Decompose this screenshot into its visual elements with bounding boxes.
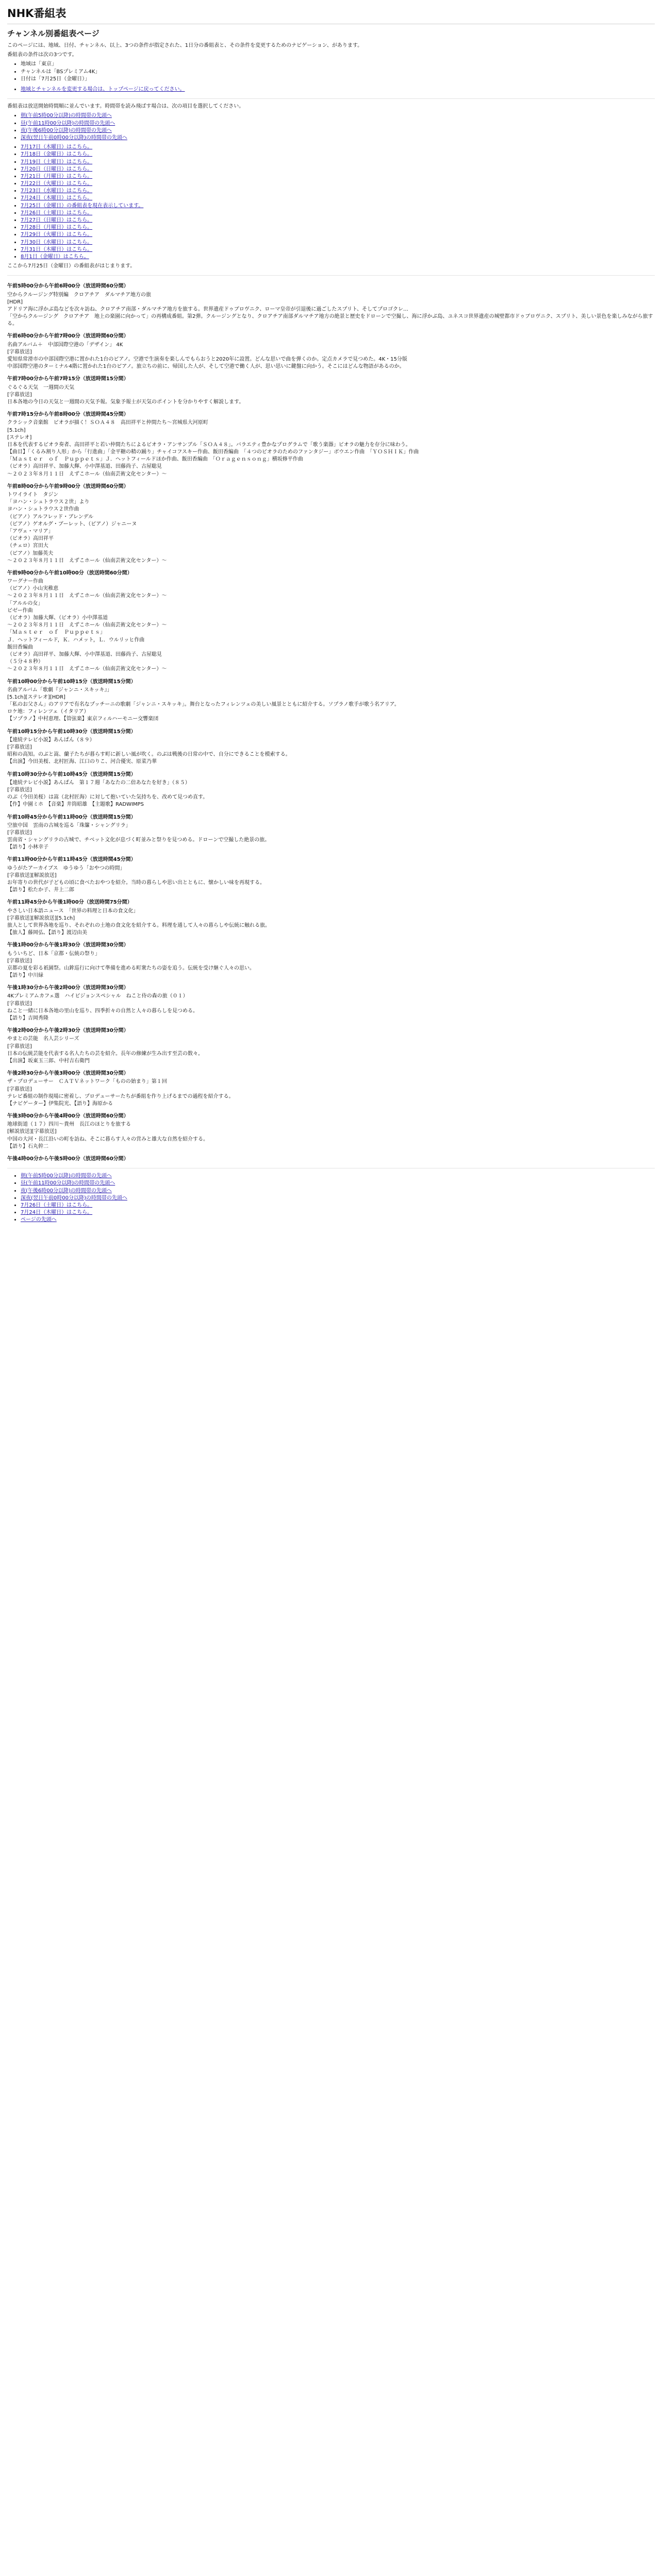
- jump-evening-link[interactable]: 夜(午後6時00分以降)の時間帯の先頭へ: [21, 127, 112, 133]
- program-detail-line: （ピアノ）小山実稚恵: [7, 586, 59, 592]
- program-detail-line: （ピアノ）ゲオルグ・ブーレット、（ピアノ）ジャニーヌ: [7, 521, 137, 527]
- condition-item: • 地域は「東京」: [21, 61, 655, 68]
- program-detail-line: 【連続テレビ小説】あんぱん（８９）: [7, 737, 95, 743]
- date-navigation: [7, 98, 655, 270]
- program-detail-line: 【語り】松たか子、井上二郎: [7, 887, 74, 893]
- time-jump-item: [21, 127, 655, 134]
- time-jump-item: [21, 120, 655, 127]
- program-detail-line: トワイライト タジン: [7, 492, 59, 498]
- program-time-slot: 午前10時15分から午前10時30分（放送時間15分間）: [7, 728, 136, 735]
- program-detail-line: 【語り】石丸幹二: [7, 1143, 48, 1149]
- program-detail-line: 【語り】吉岡秀隆: [7, 1015, 48, 1022]
- program-detail-line: 「私のお父さん」のアリアで有名なプッチーニの歌劇「ジャンニ・スキッキ」。舞台となったフィレンツェの美しい風景とともに紹介する。ソプラノ歌手が歌う名アリア。: [7, 702, 400, 708]
- date-link[interactable]: 7月29日（火曜日）はこちら。: [21, 232, 93, 238]
- change-link-list: [7, 86, 655, 93]
- program-detail-line: [字幕放送][解説放送][5.1ch]: [7, 915, 75, 921]
- date-item: [21, 188, 655, 195]
- program-detail-line: （ビオラ）高田祥平: [7, 536, 54, 542]
- program-entry: [7, 679, 655, 723]
- bottom-navigation: [7, 1168, 655, 1224]
- bottom-link-item: [21, 1216, 655, 1224]
- program-schedule: [7, 275, 655, 1163]
- bottom-link-item: [21, 1180, 655, 1187]
- program-time-slot: 午前11時45分から午後1時00分（放送時間75分間）: [7, 900, 133, 906]
- program-time-slot: 午後1時30分から午後2時00分（放送時間30分間）: [7, 985, 129, 991]
- schedule-start-note: ここから7月25日（金曜日）の番組表がはじまります。: [7, 263, 136, 269]
- program-detail-line: クラシック音楽館 ビオラが描く！ＳＯＡ４８ 高田祥平と仲間たち～宮城県大河原町: [7, 420, 208, 426]
- program-detail-line: 「空からクルージング クロアチア 地上の楽園に向かって」の再構成番組。第2弾。クルージングとなり、クロアチア南部ダルマチア地方の絶景と歴史をドローンで空撮し、海に浮かぶ島、ユネスコ世界遺産の城壁都市ドゥブロヴニク、スプリト、美しい景色を楽しみながら旅する。: [7, 314, 653, 327]
- program-detail-line: ～２０２３年８月１１日 えずこホール（仙南芸術文化センター）～: [7, 557, 167, 564]
- program-detail-line: 空旅中国 雲南の古城を巡る「珠簾・シャングリラ」: [7, 822, 131, 828]
- program-detail-line: [解説放送][字幕放送]: [7, 1129, 57, 1135]
- program-time-slot: 午後4時00分から午後5時00分（放送時間60分間）: [7, 1156, 129, 1162]
- program-time-slot: 午後3時00分から午後4時00分（放送時間60分間）: [7, 1113, 129, 1120]
- program-time-slot: 午前8時00分から午前9時00分（放送時間60分間）: [7, 483, 129, 489]
- date-link[interactable]: 7月26日（土曜日）はこちら。: [21, 210, 93, 216]
- bottom-link-item: [21, 1188, 655, 1195]
- program-detail-line: [字幕放送]: [7, 392, 32, 398]
- bottom-link-item: [21, 1209, 655, 1216]
- program-detail-line: 京都の夏を彩る祇園祭。山鉾巡行に向けて準備を進める町衆たちの姿を追う。伝統を受け継ぐ人々の思い。: [7, 965, 255, 971]
- program-detail-line: 【出演】坂東玉三郎、中村吉右衛門: [7, 1058, 90, 1064]
- program-detail-line: 名曲アルバム「歌劇『ジャンニ・スキッキ』」: [7, 687, 112, 693]
- date-link[interactable]: 7月21日（月曜日）はこちら。: [21, 173, 93, 179]
- program-detail-line: のぶ（今田美桜）は嵩（北村匠海）に対して抱いていた気持ちを、改めて見つめ直す。: [7, 794, 208, 801]
- program-detail-line: （５分４８秒）: [7, 659, 43, 665]
- program-detail-line: ～２０２３年８月１１日 えずこホール（仙南芸術文化センター）～: [7, 593, 167, 599]
- condition-item: • 日付は「7月25日（金曜日）」: [21, 76, 655, 83]
- program-detail-line: 「アルルの女」: [7, 600, 43, 606]
- program-entry: [7, 570, 655, 673]
- program-detail-line: 地球街道（１７）四川～貴州 長江のほとりを旅する: [7, 1122, 131, 1128]
- program-detail-line: 【連続テレビ小説】あんぱん 第１７週「あなたの二倍あなたを好き」（８５）: [7, 779, 190, 786]
- program-time-slot: 午前5時00分から午前6時00分（放送時間60分間）: [7, 283, 129, 290]
- date-item: [21, 180, 655, 188]
- program-detail-line: 「ヨハン・シュトラウス２世」より: [7, 499, 90, 505]
- jump-midnight-link[interactable]: 深夜(翌日午前0時00分以降)の時間帯の先頭へ: [21, 134, 127, 141]
- date-item: [21, 253, 655, 261]
- program-detail-line: ねこと一緒に日本各地の里山を巡り、四季折々の自然と人々の暮らしを見つめる。: [7, 1008, 198, 1014]
- program-entry: [7, 942, 655, 979]
- nav-intro: 番組表は放送開始時間順に並んでいます。時間帯を読み飛ばす場合は、次の項目を選択してください。: [7, 104, 244, 110]
- bottom-link-item: [21, 1173, 655, 1180]
- date-link[interactable]: 7月19日（土曜日）はこちら。: [21, 159, 93, 165]
- date-item: [21, 217, 655, 224]
- bottom-jump-morning-link[interactable]: 朝(午前5時00分以降)の時間帯の先頭へ: [21, 1173, 112, 1179]
- program-detail-line: [字幕放送]: [7, 1001, 32, 1007]
- program-time-slot: 午前10時30分から午前10時45分（放送時間15分間）: [7, 771, 136, 777]
- program-time-slot: 午前7時15分から午前8時00分（放送時間45分間）: [7, 412, 129, 418]
- date-item: [21, 151, 655, 158]
- program-detail-line: （ビオラ）加藤大輝、（ビオラ）小中澤基道: [7, 615, 108, 621]
- program-detail-line: 【ソプラノ】中村恵理、【管弦楽】東京フィルハーモニー交響楽団: [7, 716, 159, 722]
- change-region-link[interactable]: 地域とチャンネルを変更する場合は、トップページに戻ってください。: [21, 87, 185, 93]
- program-time-slot: 午後1時00分から午後1時30分（放送時間30分間）: [7, 942, 129, 948]
- program-detail-line: もういちど、日本「京都・伝統の祭り」: [7, 951, 100, 957]
- program-time-slot: 午前6時00分から午前7時00分（放送時間60分間）: [7, 333, 129, 340]
- program-detail-line: ヨハン・シュトラウス２世作曲: [7, 506, 79, 513]
- date-link[interactable]: 7月17日（木曜日）はこちら。: [21, 144, 93, 150]
- program-entry: [7, 728, 655, 766]
- date-link-list: [7, 144, 655, 261]
- bottom-next-date-link[interactable]: 7月26日（土曜日）はこちら。: [21, 1202, 93, 1208]
- bottom-link-item: [21, 1195, 655, 1202]
- date-item: [21, 246, 655, 253]
- program-entry: [7, 985, 655, 1022]
- program-entry: [7, 1113, 655, 1150]
- program-detail-line: [字幕放送]: [7, 787, 32, 793]
- program-detail-line: 4Kプレミアムカフェ選 ハイビジョンスペシャル ねこと侍の森の旅（０１）: [7, 993, 188, 999]
- bottom-jump-evening-link[interactable]: 夜(午後6時00分以降)の時間帯の先頭へ: [21, 1188, 112, 1194]
- program-detail-line: [5.1ch]: [7, 427, 26, 433]
- program-detail-line: ロケ地：フィレンツェ（イタリア）: [7, 709, 89, 715]
- program-detail-line: [字幕放送][解説放送]: [7, 872, 57, 878]
- date-item: [21, 231, 655, 239]
- date-link[interactable]: 7月31日（木曜日）はこちら。: [21, 246, 93, 252]
- program-detail-line: 【出演】今田美桜、北村匠海、江口のりこ、河合優実、原菜乃華: [7, 759, 157, 765]
- program-detail-line: ワーグナー作曲: [7, 579, 43, 585]
- time-jump-list: [7, 112, 655, 142]
- program-detail-line: 飯田香編曲: [7, 644, 33, 650]
- program-detail-line: 昭和の高知。のぶと嵩、蘭子たちが暮らす町に新しい風が吹く。のぶは戦後の日常の中で、自分にできることを模索する。: [7, 752, 291, 758]
- program-detail-line: 【作】中園ミホ 【音楽】井筒昭雄 【主題歌】RADWIMPS: [7, 802, 144, 808]
- program-entry: [7, 814, 655, 852]
- bottom-jump-midnight-link[interactable]: 深夜(翌日午前0時00分以降)の時間帯の先頭へ: [21, 1195, 127, 1201]
- program-detail-line: [ステレオ]: [7, 434, 32, 440]
- program-entry: [7, 376, 655, 406]
- date-item: [21, 224, 655, 231]
- date-link-current[interactable]: 7月25日（金曜日）の番組表を現在表示しています。: [21, 202, 144, 209]
- date-link[interactable]: 7月23日（水曜日）はこちら。: [21, 188, 93, 194]
- program-detail-line: 中国の大河・長江沿いの町を訪ね、そこに暮らす人々の営みと雄大な自然を紹介する。: [7, 1136, 208, 1142]
- program-detail-line: 【旅人】藤岡弘、【語り】渡辺由美: [7, 930, 87, 936]
- date-item: [21, 195, 655, 202]
- program-detail-line: ～２０２３年８月１１日 えずこホール（仙南芸術文化センター）～: [7, 471, 167, 477]
- site-title: NHK番組表: [7, 6, 655, 24]
- program-detail-line: 日本の伝統芸能を代表する名人たちの芸を紹介。長年の修練が生み出す至芸の数々。: [7, 1050, 203, 1057]
- program-detail-line: （ビオラ）高田祥平、加藤大輝、小中澤基道、田藤尚子、古屋聡見: [7, 464, 162, 470]
- program-detail-line: 雲南省・シャングリラの古城で、チベット文化が息づく町並みと祭りを見つめる。ドローンで空撮した絶景の旅。: [7, 837, 270, 843]
- date-item: [21, 239, 655, 246]
- date-item: [21, 173, 655, 180]
- time-jump-item: [21, 112, 655, 120]
- program-detail-line: ゆうがたアーカイブス ゆうゆう「おやつの時間」: [7, 865, 125, 871]
- program-time-slot: 午後2時00分から午後2時30分（放送時間30分間）: [7, 1028, 129, 1034]
- jump-morning-link[interactable]: 朝(午前5時00分以降)の時間帯の先頭へ: [21, 113, 112, 119]
- program-detail-line: [5.1ch][ステレオ][HDR]: [7, 694, 65, 700]
- bottom-prev-date-link[interactable]: 7月24日（木曜日）はこちら。: [21, 1210, 93, 1216]
- program-entry: [7, 1070, 655, 1108]
- program-entry: [7, 771, 655, 809]
- program-detail-line: 名曲アルバム＋ 中部国際空港の「デザイン」 4K: [7, 342, 123, 348]
- program-detail-line: ～２０２３年８月１１日 えずこホール（仙南芸術文化センター）～: [7, 622, 167, 629]
- program-entry: [7, 856, 655, 894]
- program-detail-line: お年寄りの世代が子どもの頃に食べたおやつを紹介。当時の暮らしや思い出とともに、懐かしい味を再現する。: [7, 880, 265, 886]
- date-link[interactable]: 7月27日（日曜日）はこちら。: [21, 217, 93, 224]
- program-detail-line: 日本各地の今日の天気と一週間の天気予報。気象予報士が天気のポイントを分かりやすく解説します。: [7, 399, 244, 405]
- jump-noon-link[interactable]: 昼(午前11時00分以降)の時間帯の先頭へ: [21, 120, 115, 126]
- program-detail-line: Ｊ．ヘットフィールド，Ｋ．ハメット，Ｌ．ウルリッヒ作曲: [7, 637, 145, 643]
- program-detail-line: 中部国際空港のターミナル4階に置かれた1台のピアノ。旅立ちの前に、帰国した人が、そして空港で働く人が、思い思いに鍵盤に向かう。そこにはどんな物語があるのか。: [7, 364, 405, 370]
- program-entry: [7, 333, 655, 370]
- conditions-heading: 番組表の条件は次の3つです。: [7, 52, 77, 58]
- program-time-slot: 午前10時00分から午前10時15分（放送時間15分間）: [7, 679, 136, 685]
- program-time-slot: 午前9時00分から午前10時00分（放送時間60分間）: [7, 570, 133, 576]
- program-detail-line: 【ナビゲーター】伊集院光、【語り】海原かる: [7, 1100, 113, 1107]
- page-subtitle: チャンネル別番組表ページ: [7, 28, 100, 38]
- bottom-jump-noon-link[interactable]: 昼(午前11時00分以降)の時間帯の先頭へ: [21, 1180, 115, 1187]
- program-detail-line: 【曲目】「くるみ割り人形」から「行進曲」「金平糖の精の踊り」チャイコフスキー作曲、飯田香編曲 「４つのビオラのためのファンタジー」ボウエン作曲 「ＹＯＳＨＩＫ」作曲: [7, 449, 419, 455]
- program-detail-line: [字幕放送]: [7, 1086, 32, 1092]
- date-link[interactable]: 7月20日（日曜日）はこちら。: [21, 166, 93, 172]
- back-to-top-link[interactable]: ページの先頭へ: [21, 1217, 57, 1223]
- date-item: [21, 144, 655, 151]
- program-entry: [7, 411, 655, 478]
- program-detail-line: ～２０２３年８月１１日 えずこホール（仙南芸術文化センター）～: [7, 666, 167, 672]
- program-detail-line: 「Ｍａｓｔｅｒ ｏｆ Ｐｕｐｐｅｔｓ」: [7, 630, 105, 636]
- program-detail-line: 【語り】中川緑: [7, 973, 43, 979]
- program-entry: [7, 1027, 655, 1065]
- date-link[interactable]: 7月18日（金曜日）はこちら。: [21, 151, 93, 158]
- program-detail-line: 日本を代表するビオラ奏者、高田祥平と若い仲間たちによるビオラ・アンサンブル「ＳＯＡ４８」。バラエティ豊かなプログラムで「歌う楽器」ビオラの魅力を存分に味わう。: [7, 442, 411, 448]
- change-link-item: [21, 86, 655, 93]
- program-detail-line: ザ・プロデューサー ＣＡＴＶネットワーク「ものの始まり」第１回: [7, 1079, 167, 1085]
- program-detail-line: [字幕放送]: [7, 829, 32, 836]
- program-detail-line: 空からクルージング特別編 クロアチア ダルマチア地方の旅: [7, 292, 152, 298]
- date-link[interactable]: 7月28日（月曜日）はこちら。: [21, 225, 93, 231]
- program-detail-line: 旅人として世界各地を巡り、それぞれの土地の食文化を紹介する。料理を通して人々の暮らしや伝統に触れる旅。: [7, 922, 270, 928]
- date-item: [21, 159, 655, 166]
- program-entry: [7, 1156, 655, 1163]
- bottom-link-item: [21, 1202, 655, 1209]
- program-detail-line: 愛知県常滑市の中部国際空港に置かれた1台のピアノ。空港で生演奏を楽しんでもらおうと2020年に設置。どんな思いで曲を弾くのか。定点カメラで見つめた。4K・15分版: [7, 357, 407, 363]
- date-link[interactable]: 7月24日（木曜日）はこちら。: [21, 195, 93, 201]
- program-detail-line: （チェロ）宮田大: [7, 543, 48, 549]
- program-detail-line: 「アヴェ・マリア」: [7, 528, 54, 534]
- program-detail-line: （ビオラ）高田祥平、加藤大輝、小中澤基道、田藤尚子、古屋聡見: [7, 651, 162, 657]
- program-detail-line: やまとの芸能 名人芸シリーズ: [7, 1036, 79, 1042]
- program-detail-line: [字幕放送]: [7, 958, 32, 964]
- program-time-slot: 午後2時30分から午後3時00分（放送時間30分間）: [7, 1071, 129, 1077]
- date-link[interactable]: 7月30日（水曜日）はこちら。: [21, 239, 93, 245]
- date-item: [21, 202, 655, 210]
- date-item: [21, 166, 655, 173]
- program-detail-line: テレビ番組の制作現場に密着し、プロデューサーたちが番組を作り上げるまでの過程を紹介する。: [7, 1093, 234, 1099]
- intro-text: このページには、地域、日付、チャンネル、以上、3つの条件が指定された、1日分の番組表と、その条件を変更するためのナビゲーション、があります。: [7, 43, 363, 49]
- program-detail-line: [字幕放送]: [7, 1043, 32, 1049]
- program-entry: [7, 283, 655, 328]
- conditions-list: [7, 61, 655, 83]
- time-jump-item: [21, 134, 655, 142]
- program-detail-line: [字幕放送]: [7, 744, 32, 751]
- program-detail-line: ビゼー作曲: [7, 607, 33, 614]
- program-time-slot: 午前7時00分から午前7時15分（放送時間15分間）: [7, 376, 129, 382]
- program-detail-line: やさしい日本語ニュース 「世界の料理と日本の食文化」: [7, 908, 139, 914]
- program-time-slot: 午前10時45分から午前11時00分（放送時間15分間）: [7, 814, 136, 820]
- program-time-slot: 午前11時00分から午前11時45分（放送時間45分間）: [7, 857, 136, 863]
- bottom-link-list: [7, 1173, 655, 1224]
- program-detail-line: ぐるぐる天気 一週間の天気: [7, 384, 74, 391]
- program-entry: [7, 899, 655, 937]
- program-detail-line: （ピアノ）加藤英夫: [7, 550, 54, 556]
- program-detail-line: [字幕放送]: [7, 349, 32, 355]
- date-link[interactable]: 8月1日（金曜日）はこちら。: [21, 253, 89, 260]
- date-item: [21, 210, 655, 217]
- program-detail-line: 「Ｍａｓｔｅｒ ｏｆ Ｐｕｐｐｅｔｓ」Ｊ．ヘットフィールドほか作曲、飯田香編曲 「Ｏｒａｇｅｎｓｏｎｇ」横坂修平作曲: [7, 456, 303, 463]
- program-detail-line: 【語り】小林幸子: [7, 844, 48, 851]
- program-entry: [7, 483, 655, 565]
- program-detail-line: アドリア海に浮かぶ島などを次々訪ね、クロアチア南部・ダルマチア地方を旅する。世界遺産ドゥブロヴニク、ローマ皇帝が引退後に過ごしたスプリト、そしてプロゴクレ…: [7, 306, 409, 312]
- page-container: [0, 0, 662, 1232]
- program-detail-line: （ピアノ）アルフレッド・ブレンデル: [7, 514, 94, 520]
- date-link[interactable]: 7月22日（火曜日）はこちら。: [21, 181, 93, 187]
- condition-item: • チャンネルは「BSプレミアム4K」: [21, 69, 655, 76]
- program-detail-line: [HDR]: [7, 299, 23, 305]
